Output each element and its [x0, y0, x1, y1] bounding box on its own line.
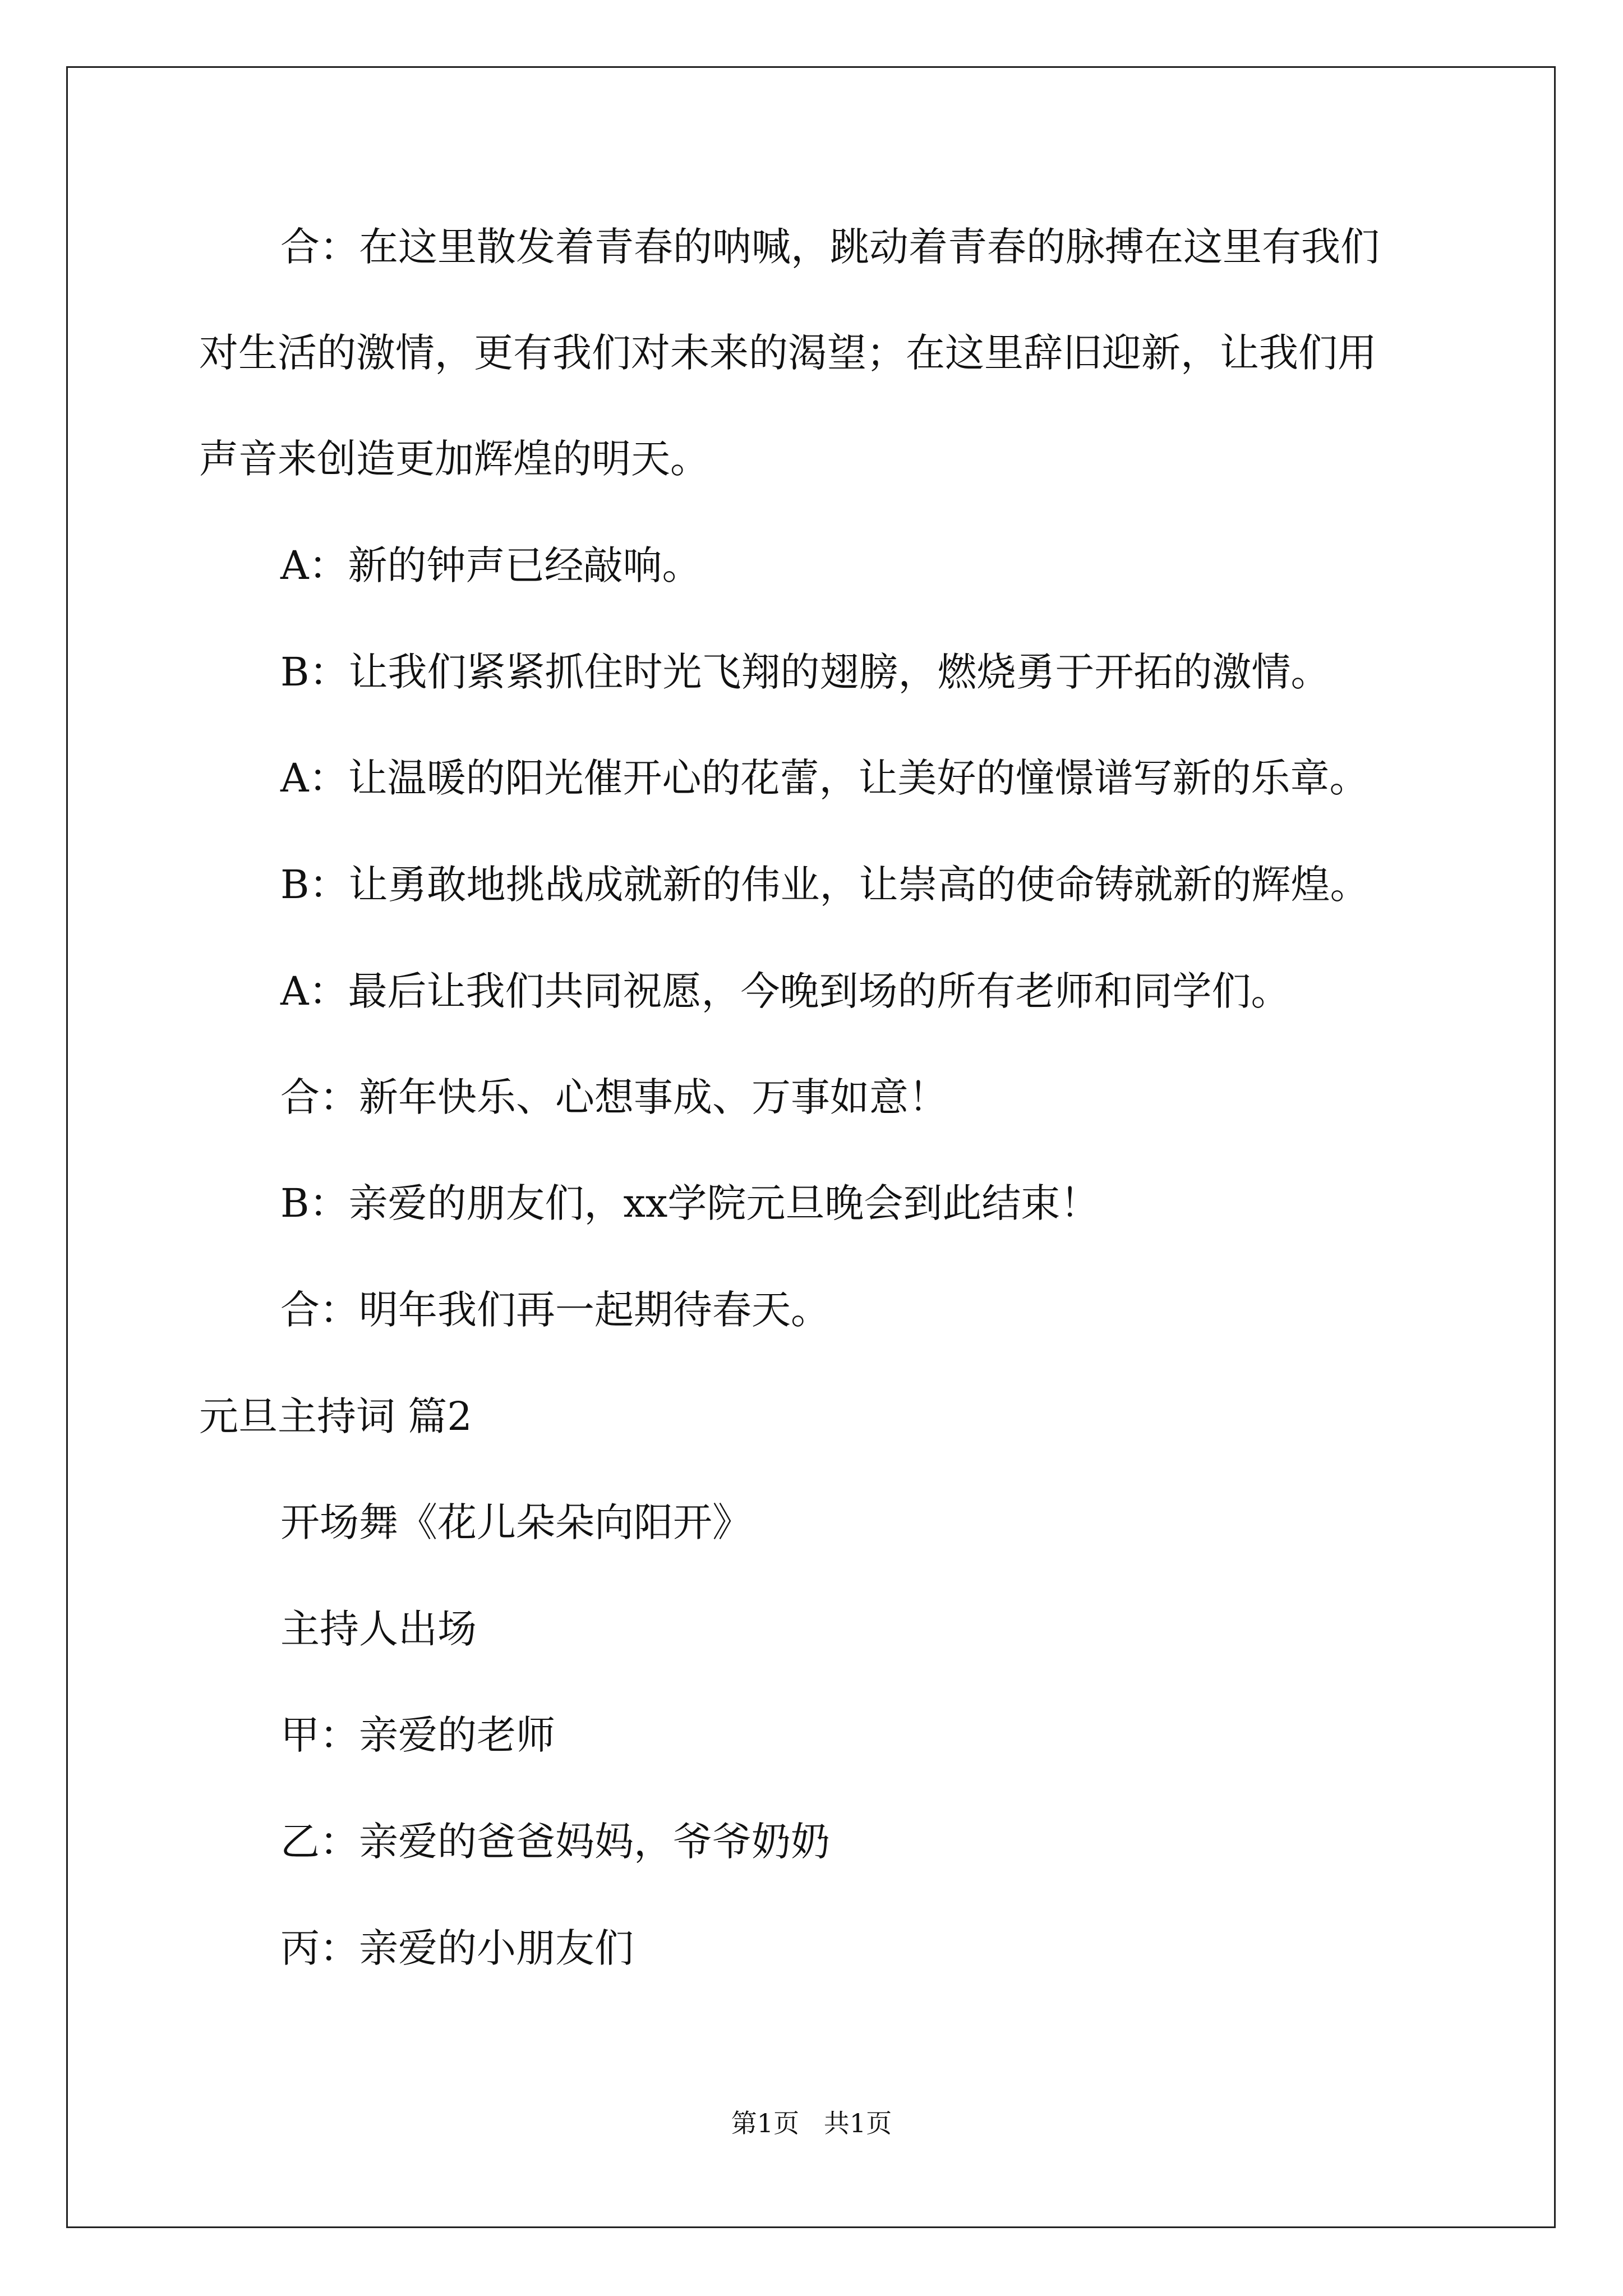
paragraph-line: 乙：亲爱的爸爸妈妈，爷爷奶奶 — [280, 1819, 830, 1865]
paragraph-line: 开场舞《花儿朵朵向阳开》 — [280, 1499, 751, 1545]
paragraph-line: 合：明年我们再一起期待春天。 — [280, 1287, 830, 1333]
page-border — [66, 66, 1556, 2228]
paragraph-line: 主持人出场 — [280, 1606, 477, 1652]
paragraph-line: B：让我们紧紧抓住时光飞翔的翅膀，燃烧勇于开拓的激情。 — [280, 649, 1330, 695]
paragraph-line: B：亲爱的朋友们，xx学院元旦晚会到此结束！ — [280, 1180, 1100, 1226]
section-heading: 元旦主持词 篇2 — [199, 1393, 472, 1439]
paragraph-line: 合：新年快乐、心想事成、万事如意！ — [280, 1074, 948, 1120]
paragraph-line: B：让勇敢地挑战成就新的伟业，让崇高的使命铸就新的辉煌。 — [280, 862, 1370, 908]
paragraph-line: A：最后让我们共同祝愿，今晚到场的所有老师和同学们。 — [280, 968, 1290, 1014]
paragraph-line: 甲：亲爱的老师 — [280, 1712, 555, 1758]
paragraph-line: 声音来创造更加辉煌的明天。 — [199, 436, 709, 482]
paragraph-line: A：让温暖的阳光催开心的花蕾，让美好的憧憬谱写新的乐章。 — [280, 755, 1369, 801]
paragraph-line: 丙：亲爱的小朋友们 — [280, 1925, 634, 1971]
paragraph-line: A：新的钟声已经敲响。 — [280, 542, 702, 588]
page-footer: 第1页 共1页 — [731, 2108, 892, 2138]
paragraph-line: 合：在这里散发着青春的呐喊，跳动着青春的脉搏在这里有我们 — [280, 224, 1380, 270]
paragraph-line: 对生活的激情，更有我们对未来的渴望；在这里辞旧迎新，让我们用 — [199, 330, 1377, 376]
